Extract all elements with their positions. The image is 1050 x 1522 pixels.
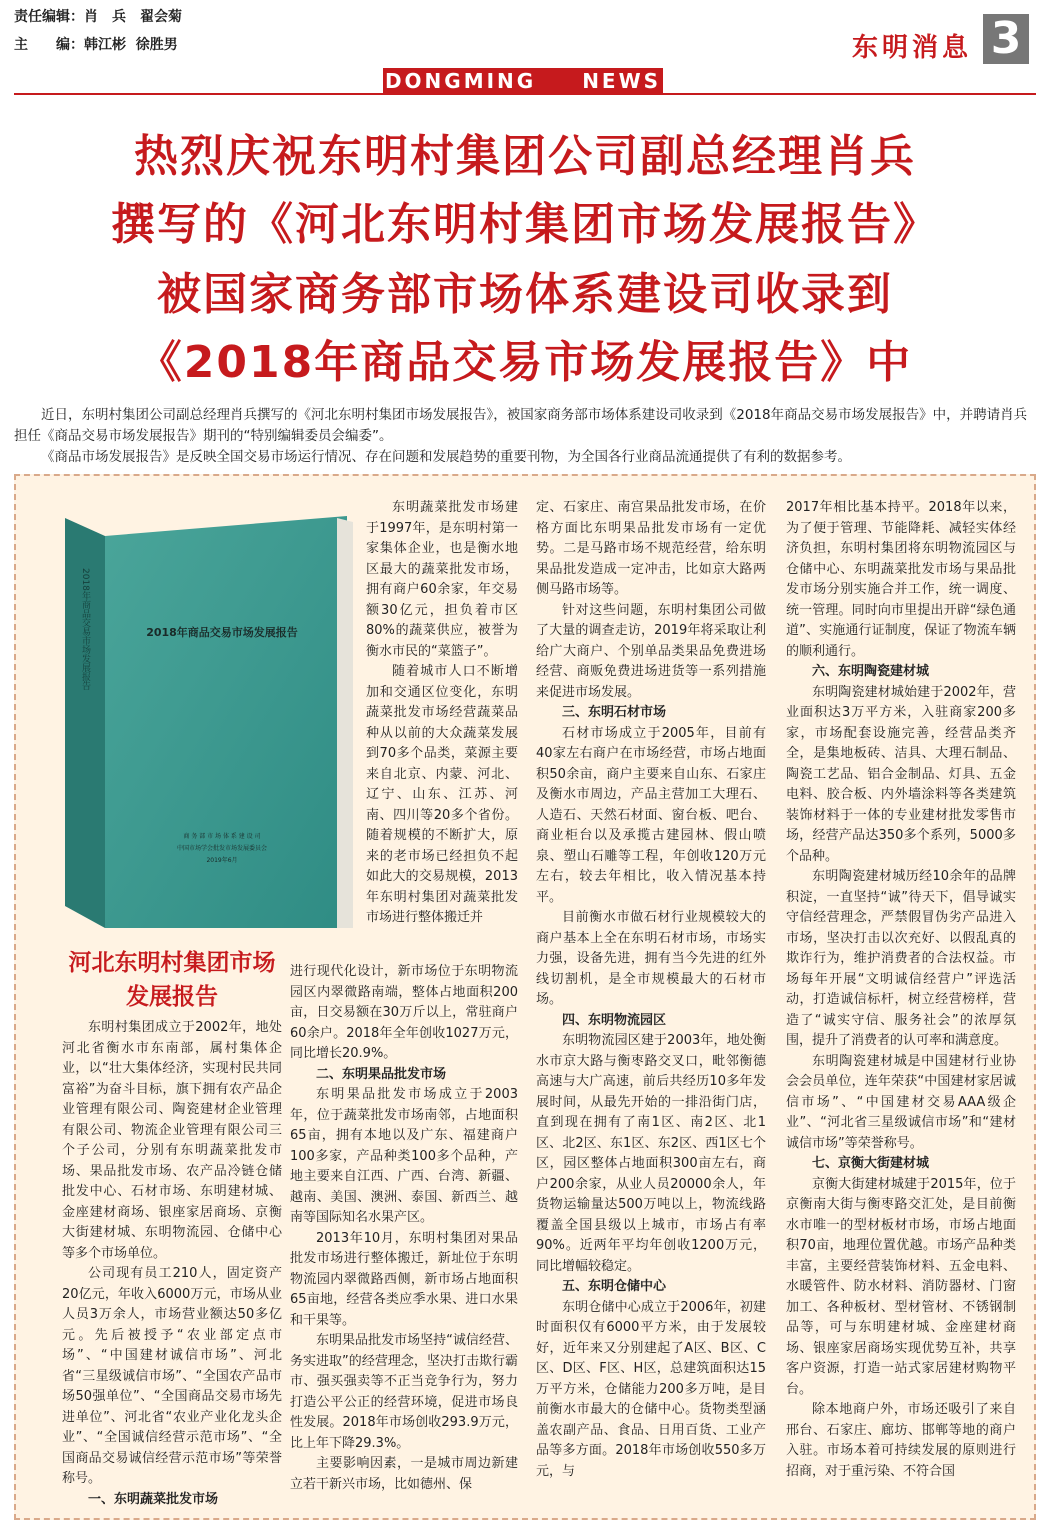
intro-paragraph: 近日，东明村集团公司副总经理肖兵撰写的《河北东明村集团市场发展报告》，被国家商务部市场体系建设司收录到《2018年商品交易市场发展报告》中，并聘请肖兵担任《商品交易市场发展报告》期刊的“特别编辑委员会编委”。 <box>14 407 1028 444</box>
section-heading: 五、东明仓储中心 <box>562 1279 667 1294</box>
column-1 <box>62 946 282 1510</box>
book-publisher-1: 商 务 部 市 场 体 系 建 设 司 <box>183 833 261 840</box>
paragraph: 东明蔬菜批发市场建于1997年，是东明村第一家集体企业，也是衡水地区最大的蔬菜批发市场，拥有商户60余家，年交易额30亿元，担负着市区80%的蔬菜供应，被誉为衡水市民的“菜篮子”。 <box>366 500 518 659</box>
section-heading: 六、东明陶瓷建材城 <box>812 664 930 679</box>
paragraph: 定、石家庄、南宫果品批发市场，在价格方面比东明果品批发市场有一定优势。二是马路市场不规范经营，给东明果品批发造成一定冲击，比如京大路两侧马路市场等。 <box>536 500 766 597</box>
page-number: 3 <box>983 14 1029 64</box>
report-title: 河北东明村集团市场发展报告 <box>68 950 276 1010</box>
intro-paragraph: 《商品市场发展报告》是反映全国交易市场运行情况、存在问题和发展趋势的重要刊物，为全国各行业商品流通提供了有利的数据参考。 <box>41 449 851 465</box>
book-pages <box>337 518 353 928</box>
paragraph: 针对这些问题，东明村集团公司做了大量的调查走访，2019年将采取让利给广大商户、个别单品类果品免费进场经营、商贩免费进场进货等一系列措施来促进市场发展。 <box>536 602 766 700</box>
book-publisher-2: 中国市场学会批发市场发展委员会 <box>176 845 268 852</box>
book-title: 2018年商品交易市场发展报告 <box>146 626 298 639</box>
header-rule <box>14 93 1036 95</box>
paragraph: 东明陶瓷建材城历经10余年的品牌积淀，一直坚持“诚”待天下，倡导诚实守信经营理念，严禁假冒伪劣产品进入市场，坚决打击以次充好、以假乱真的欺诈行为，维护消费者的合法权益。市场每年开展“文明诚信经营户”评选活动，打造诚信标杆，树立经营榜样，营造了“诚实守信、服务社会”的浓厚氛围，提升了消费者的认可率和满意度。 <box>786 869 1016 1048</box>
headline-line-3: 被国家商务部市场体系建设司收录到 <box>157 269 893 320</box>
section-heading: 四、东明物流园区 <box>562 1012 667 1028</box>
section-heading: 一、东明蔬菜批发市场 <box>88 1491 219 1507</box>
column-3 <box>536 498 766 1482</box>
section-heading: 三、东明石材市场 <box>562 705 667 720</box>
paragraph: 东明村集团成立于2002年，地处河北省衡水市东南部，属村集体企业，以“壮大集体经济，实现村民共同富裕”为奋斗目标，旗下拥有农产品企业管理有限公司、陶瓷建材企业管理有限公司、物流企业管理有限公司三个子公司，分别有东明蔬菜批发市场、果品批发市场、农产品冷链仓储批发中心、石材市场、东明建材城、金座建材商场、银座家居商场、京衡大街建材城、东明物流园、仓储中心等多个市场单位。 <box>62 1020 282 1261</box>
paragraph: 随着城市人口不断增加和交通区位变化，东明蔬菜批发市场经营蔬菜品种从以前的大众蔬菜发展到70多个品类，菜源主要来自北京、内蒙、河北、辽宁、山东、江苏、河南、四川等20多个省份。随着规模的不断扩大，原来的老市场已经担负不起如此大的交易规模，2013年东明村集团对蔬菜批发市场进行整体搬迁并 <box>366 664 518 925</box>
paragraph: 公司现有员工210人，固定资产20亿元，年收入6000万元，市场从业人员3万余人，市场营业额达50多亿元。先后被授予“农业部定点市场”、“中国建材诚信市场”、河北省“三星级诚信市场”、“全国农产品市场50强单位”、“全国商品交易市场先进单位”、河北省“农业产业化龙头企业”、“全国诚信经营示范市场”、“全国商品交易诚信经营示范市场”等荣誉称号。 <box>62 1266 282 1486</box>
paragraph: 主要影响因素，一是城市周边新建立若干新兴市场，比如德州、保 <box>290 1456 518 1492</box>
paragraph: 2013年10月，东明村集团对果品批发市场进行整体搬迁，新址位于东明物流园内翠微路西侧，新市场占地面积65亩地，经营各类应季水果、进口水果和干果等。 <box>290 1230 518 1328</box>
book-cover-image <box>57 508 357 928</box>
paragraph: 东明果品批发市场坚持“诚信经营、务实进取”的经营理念，坚决打击欺行霸市、强买强卖等不正当竞争行为，努力打造公平公正的经营环境，促进市场良性发展。2018年市场创收293.9万元，比上年下降29.3%。 <box>290 1333 518 1451</box>
headline-line-4: 《2018年商品交易市场发展报告》中 <box>137 337 913 388</box>
paragraph: 目前衡水市做石材行业规模较大的商户基本上全在东明石材市场，市场实力强，设备先进，拥有当今先进的红外线切割机，是全市规模最大的石材市场。 <box>536 910 766 1007</box>
paragraph: 石材市场成立于2005年，目前有40家左右商户在市场经营，市场占地面积50余亩，商户主要来自山东、石家庄及衡水市周边，产品主营加工大理石、人造石、天然石材面、窗台板、吧台、商业柜台以及承揽古建园林、假山喷泉、塑山石雕等工程，年创收120万元左右，较去年相比，收入情况基本持平。 <box>536 725 766 905</box>
news-banner: DONGMING NEWS <box>384 69 662 93</box>
paragraph: 2017年相比基本持平。2018年以来，为了便于管理、节能降耗、减轻实体经济负担，东明村集团将东明物流园区与仓储中心、东明蔬菜批发市场与果品批发市场分别实施合并工作，统一调度、统一管理。同时向市里提出开辟“绿色通道”、实施通行证制度，保证了物流车辆的顺利通行。 <box>786 500 1016 659</box>
paragraph: 京衡大街建材城建于2015年，位于京衡南大街与衡枣路交汇处，是目前衡水市唯一的型材板材市场，市场占地面积70亩，地理位置优越。市场产品种类丰富，主要经营装饰材料、五金电料、水暖管件、防水材料、消防器材、门窗加工、各种板材、型材管材、不锈钢制品等，可与东明建材城、金座建材商场、银座家居商场实现优势互补，共享客户资源，打造一站式家居建材购物平台。 <box>786 1176 1016 1397</box>
headline-line-2: 撰写的《河北东明村集团市场发展报告》 <box>111 199 939 250</box>
book-date: 2019年6月 <box>206 857 238 864</box>
column-4 <box>786 498 1016 1482</box>
section-heading: 二、东明果品批发市场 <box>316 1066 447 1082</box>
newspaper-brand: 东明消息 <box>852 33 973 63</box>
paragraph: 除本地商户外，市场还吸引了来自邢台、石家庄、廊坊、邯郸等地的商户入驻。市场本着可持续发展的原则进行招商，对于重污染、不符合国 <box>786 1402 1016 1479</box>
paragraph: 东明果品批发市场成立于2003年，位于蔬菜批发市场南邻，占地面积65亩，拥有本地以及广东、福建商户100多家，产品种类100多个品种，产地主要来自江西、广西、台湾、新疆、越南、美国、澳洲、泰国、新西兰、越南等国际知名水果产区。 <box>290 1087 518 1225</box>
paragraph: 东明陶瓷建材城是中国建材行业协会会员单位，连年荣获“中国建材家居诚信市场”、“中国建材交易AAA级企业”、“河北省三星级诚信市场”和“建材诚信市场”等荣誉称号。 <box>786 1053 1016 1151</box>
section-heading: 七、京衡大街建材城 <box>812 1156 930 1171</box>
paragraph: 东明陶瓷建材城始建于2002年，营业面积达3万平方米，入驻商家200多家，市场配套设施完善，经营品类齐全，是集地板砖、洁具、大理石制品、陶瓷工艺品、铝合金制品、灯具、五金电料、胶合板、内外墙涂料等各类建筑装饰材料于一体的专业建材批发零售市场，经营产品达350多个系列，5000多个品种。 <box>786 684 1016 864</box>
intro-text <box>14 405 1036 468</box>
book-spine-title: 2018年商品交易市场发展报告 <box>80 568 90 690</box>
book-front <box>105 516 347 928</box>
headline-line-1: 热烈庆祝东明村集团公司副总经理肖兵 <box>134 131 916 182</box>
column-2 <box>290 962 518 1495</box>
paragraph: 进行现代化设计，新市场位于东明物流园区内翠微路南端，整体占地面积200亩，日交易额在30万斤以上，常驻商户60余户。2018年全年创收1027万元，同比增长20.9%。 <box>290 964 518 1061</box>
chief-editor: 主 编：韩江彬 徐胜男 <box>14 37 178 53</box>
paragraph: 东明仓储中心成立于2006年，初建时面积仅有6000平方米，由于发展较好，近年来又分别建起了A区、B区、C区、D区、F区、H区，总建筑面积达15万平方米，仓储能力200多万吨，是目前衡水市最大的仓储中心。货物类型涵盖农副产品、食品、日用百货、工业产品等多方面。2018年市场创收550多万元，与 <box>536 1299 766 1479</box>
column-2-top <box>366 498 518 929</box>
paragraph: 东明物流园区建于2003年，地处衡水市京大路与衡枣路交叉口，毗邻衡德高速与大广高速，前后共经历10多年发展时间，从最先开始的一排沿街门店，直到现在拥有了南1区、南2区、北1区、北2区、东1区、东2区、西1区七个区，园区整体占地面积300亩左右，商户200余家，从业人员20000余人，年货物运输量达500万吨以上，物流线路覆盖全国县级以上城市，市场占有率90%。近两年平均年创收1200万元，同比增幅较稳定。 <box>536 1033 766 1274</box>
responsible-editor: 责任编辑：肖 兵 翟会菊 <box>14 9 182 25</box>
